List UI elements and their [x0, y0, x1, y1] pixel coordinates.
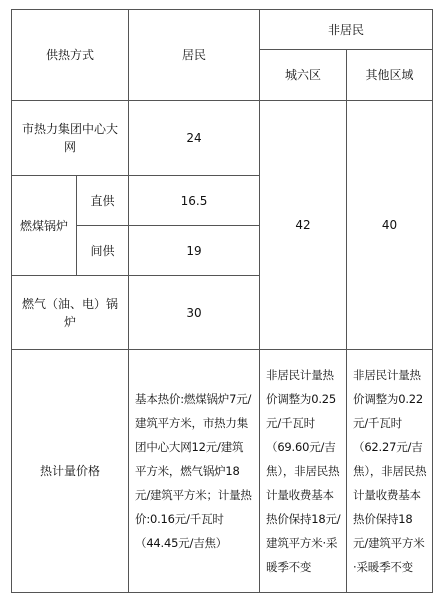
gas-boiler-residential: 30 — [129, 276, 260, 350]
non-residential-urban-six-value: 42 — [260, 101, 347, 350]
header-residential: 居民 — [129, 10, 260, 101]
coal-direct-value: 16.5 — [129, 176, 260, 226]
coal-indirect-value: 19 — [129, 226, 260, 276]
metering-label: 热计量价格 — [12, 350, 129, 593]
city-heat-label: 市热力集团中心大网 — [12, 101, 129, 176]
non-residential-other-value: 40 — [347, 101, 433, 350]
coal-boiler-label: 燃煤锅炉 — [12, 176, 77, 276]
row-city-heat — [12, 101, 433, 176]
header-row-1 — [12, 10, 433, 50]
metering-urban-six-note: 非居民计量热价调整为0.25元/千瓦时（69.60元/吉焦），非居民热计量收费基本热价保持18元/建筑平方米·采暖季不变 — [260, 350, 347, 593]
metering-residential-note: 基本热价:燃煤锅炉7元/建筑平方米，市热力集团中心大网12元/建筑平方米，燃气锅炉18元/建筑平方米；计量热价:0.16元/千瓦时（44.45元/吉焦） — [129, 350, 260, 593]
metering-other-note: 非居民计量热价调整为0.22元/千瓦时（62.27元/吉焦），非居民热计量收费基本热价保持18元/建筑平方米·采暖季不变 — [347, 350, 433, 593]
city-heat-residential: 24 — [129, 101, 260, 176]
header-other-areas: 其他区域 — [347, 50, 433, 101]
coal-direct-label: 直供 — [77, 176, 129, 226]
header-urban-six: 城六区 — [260, 50, 347, 101]
row-metering — [12, 350, 433, 593]
gas-boiler-label: 燃气（油、电）锅炉 — [12, 276, 129, 350]
header-non-residential: 非居民 — [260, 10, 433, 50]
coal-indirect-label: 间供 — [77, 226, 129, 276]
heating-price-table — [11, 9, 433, 593]
header-heating-method: 供热方式 — [12, 10, 129, 101]
